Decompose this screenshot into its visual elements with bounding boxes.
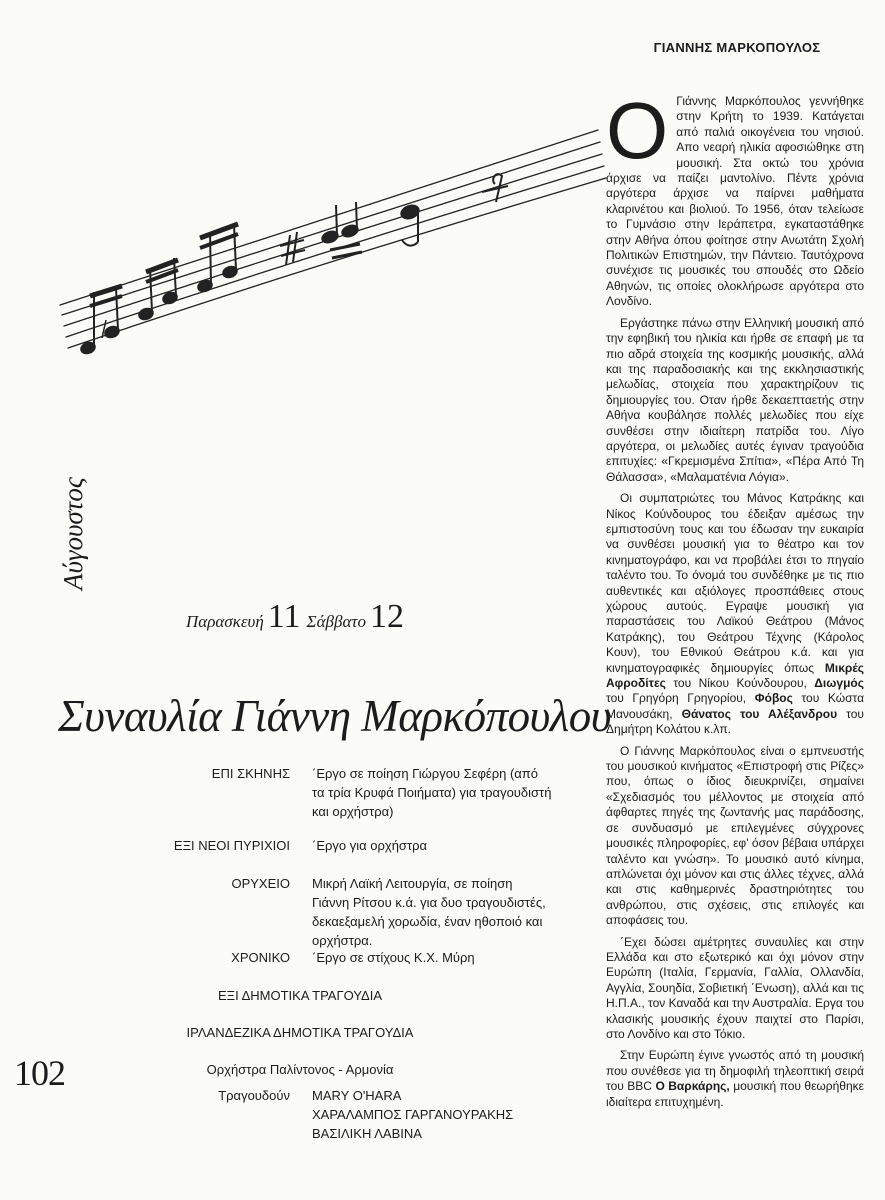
program-item-desc: Μικρή Λαϊκή Λειτουργία, σε ποίηση Γιάννη Ρίτσου κ.ά. για δυο τραγουδιστές, δεκαεξαμελή χορωδία, έναν ηθοποιό και ορχήστρα. xyxy=(312,876,546,948)
biography-article xyxy=(606,86,865,1116)
drop-cap: Ο xyxy=(606,86,669,175)
performance-dates xyxy=(186,598,410,636)
singer-name: MARY O'HARA xyxy=(312,1088,402,1103)
program-item-label: ΟΡΥΧΕΙΟ xyxy=(231,876,290,891)
day2-number: 12 xyxy=(369,598,404,635)
article-paragraph: Ο Γιάννης Μαρκόπουλος γεννήθηκε στην Κρήτη το 1939. Κατάγεται από παλιά οικογένεια του νησιού. Απο νεαρή ηλικία αφοσιώθηκε στη μουσική. Στα οκτώ του χρόνια άρχισε να παίζει μαντολίνο. Πέντε χρόνια αργότερα άρχισε να παίρνει μαθήματα κλαρινέτου και βιολιού. Το 1956, όταν τελείωσε το Γυμνάσιο στην Ιεράπετρα, εγκαταστάθηκε στην Αθήνα όπου φοίτησε στην Ανωτάτη Σχολή Πολιτικών Επιστημών, την Πάντειο. Ταυτόχρονα συνέχισε τις μουσικές του σπουδές στο Ωδείο Αθηνών, τις οποίες ολοκλήρωσε αργότερα στο Λονδίνο. xyxy=(606,86,864,309)
program-item-label: ΕΞΙ ΝΕΟΙ ΠΥΡΙΧΙΟΙ xyxy=(173,838,290,853)
page-number: 102 xyxy=(14,1053,65,1093)
article-paragraph: Στην Ευρώπη έγινε γνωστός από τη μουσική που συνέθεσε για τη δημοφιλή τηλεοπτική σειρά του BBC Ο Βαρκάρης, μουσική που θεωρήθηκε ιδιαίτερα επιτυχημένη. xyxy=(606,1048,864,1109)
film-title: Μικρές Αφροδίτες xyxy=(606,660,864,691)
singer-name: ΧΑΡΑΛΑΜΠΟΣ ΓΑΡΓΑΝΟΥΡΑΚΗΣ xyxy=(312,1107,514,1122)
article-paragraph: Εργάστηκε πάνω στην Ελληνική μουσική από την εφηβική του ηλικία και ήρθε σε επαφή με τα πιο αδρά στοιχεία της κοσμικής μουσικής, αλλά και της παραδοσιακής και της εκκλησιαστικής μελωδίας, στοιχεία που χαρακτηρίζουν τις δημιουργίες του. Οταν ήρθε δεκαεπταετής στην Αθήνα κουβάλησε πολλές μελωδίες που είχε συνθέσει στην ιδιαίτερη πατρίδα του. Λίγο αργότερα, οι μελωδίες αυτές έγιναν τραγούδια επιτυχίες: «Γκρεμισμένα Σπίτια», «Πέρα Από Τη Θάλασσα», «Μαλαματένια Λόγια». xyxy=(606,315,864,484)
singer-name: ΒΑΣΙΛΙΚΗ ΛΑΒΙΝΑ xyxy=(312,1126,422,1141)
article-paragraph: Ο Γιάννης Μαρκόπουλος είναι ο εμπνευστής του μουσικού κινήματος «Επιστροφή στις Ρίζες» που, όπως ο ίδιος διευκρινίζει, σημαίνει «Σχεδιασμός του μέλλοντος με στοιχεία από άφθαρτες πηγές της ζωντανής μας παράδοσης, σε συνδυασμό με επιλεγμένες σύγχρονες μουσικές πληροφορίες, εφ' όσον βέβαια υπάρχει ταλέντο και γνώση». Το μουσικό αυτό κίνημα, απλώνεται όχι μόνον και στις άλλες τέχνες, αλλά και στις καθημερινές δραστηριότητες του ανθρώπου, στις σχέσεις, στις επιλογές και αποφάσεις του. xyxy=(606,743,864,928)
article-header: ΓΙΑΝΝΗΣ ΜΑΡΚΟΠΟΥΛΟΣ xyxy=(653,40,821,55)
article-paragraph: ΄Εχει δώσει αμέτρητες συναυλίες και στην Ελλάδα και στο εξωτερικό και όχι μόνον στην Ευρώπη (Ιταλία, Γερμανία, Γαλλία, Ολλανδία, Αγγλία, Σουηδία, Σοβιετική ΄Ενωση), αλλά και τις Η.Π.Α., τον Καναδά και την Αυστραλία. Εργα του κλασικής μουσικής έχουν παιχτεί στο Παρίσι, στο Λονδίνο και στο Τόκιο. xyxy=(606,934,864,1041)
program-centered-item: ΕΞΙ ΔΗΜΟΤΙΚΑ ΤΡΑΓΟΥΔΙΑ xyxy=(217,988,383,1003)
month-label: Αύγουστος xyxy=(58,477,88,590)
concert-title: Συναυλία Γιάννη Μαρκόπουλου xyxy=(58,691,611,741)
singers-label: Τραγουδούν xyxy=(218,1088,290,1103)
film-title: Θάνατος του Αλέξανδρου xyxy=(681,706,838,721)
program-item-label: ΧΡΟΝΙΚΟ xyxy=(231,950,290,965)
program-item-desc: ΄Εργο σε ποίηση Γιώργου Σεφέρη (από τα τρία Κρυφά Ποιήματα) για τραγουδιστή και ορχήστρα) xyxy=(312,766,552,819)
film-title: Φόβος xyxy=(754,691,793,706)
music-sketch-illustration xyxy=(50,120,610,370)
tv-series-title: Ο Βαρκάρης, xyxy=(655,1079,730,1094)
orchestra-line: Ορχήστρα Παλίντονος - Αρμονία xyxy=(206,1062,394,1077)
singers-list xyxy=(312,1086,552,1143)
film-title: Διωγμός xyxy=(814,676,864,691)
program-centered-item: ΙΡΛΑΝΔΕΖΙΚΑ ΔΗΜΟΤΙΚΑ ΤΡΑΓΟΥΔΙΑ xyxy=(186,1025,414,1040)
program-item-desc: ΄Εργο για ορχήστρα xyxy=(312,838,428,853)
day2-label: Σάββατο xyxy=(306,612,366,631)
day1-number: 11 xyxy=(267,598,301,635)
program-item-label: ΕΠΙ ΣΚΗΝΗΣ xyxy=(211,766,290,781)
day1-label: Παρασκευή xyxy=(186,612,264,631)
program-item-desc: ΄Εργο σε στίχους Κ.Χ. Μύρη xyxy=(312,950,475,965)
article-paragraph: Οι συμπατριώτες του Μάνος Κατράκης και Νίκος Κούνδουρος του έδειξαν αμέσως την εμπιστοσύνη τους και του έδωσαν την ευκαιρία να συνθέσει μουσική για το θέατρο και τον κινηματογράφο, και να προβάλει έτσι το πηγαίο ταλέντο του. Το όνομά του συνδέθηκε με τις πιο αυθεντικές και αξιόλογες προσπάθειες στους χώρους αυτούς. Εγραψε μουσική για παραστάσεις του Λαϊκού Θεάτρου (Μάνος Κατράκης), του Θεάτρου Τέχνης (Κάρολος Κουν), του Εθνικού Θεάτρου κ.ά. και για κινηματογραφικές δημιουργίες όπως Μικρές Αφροδίτες του Νίκου Κούνδουρου, Διωγμός του Γρηγόρη Γρηγορίου, Φόβος του Κώστα Μανουσάκη, Θάνατος του Αλέξανδρου του Δημήτρη Κολάτου κ.λπ. xyxy=(606,491,865,737)
